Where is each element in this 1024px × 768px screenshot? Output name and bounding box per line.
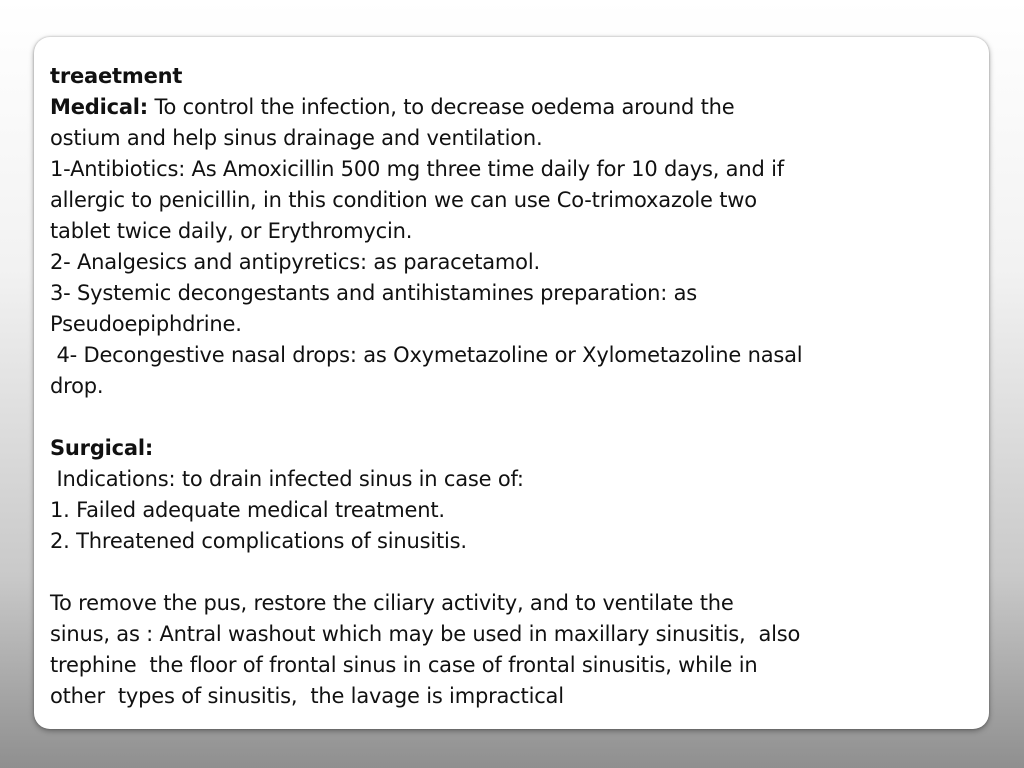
antibiotics-line-2: allergic to penicillin, in this condition we can use Co-trimoxazole two (50, 188, 757, 212)
heading: treaetment (50, 64, 183, 88)
indications-line: Indications: to drain infected sinus in case of: (50, 467, 524, 491)
nasal-drops-line-1: 4- Decongestive nasal drops: as Oxymetazoline or Xylometazoline nasal (50, 343, 803, 367)
decongestants-line-2: Pseudoepiphdrine. (50, 312, 242, 336)
analgesics-line: 2- Analgesics and antipyretics: as paracetamol. (50, 250, 540, 274)
surgical-item-2: 2. Threatened complications of sinusitis. (50, 529, 467, 553)
heading-line (50, 61, 950, 92)
surgical-heading-line (50, 433, 950, 464)
slide-card (34, 37, 989, 729)
medical-intro-line-1 (50, 92, 950, 123)
antibiotics-line-1: 1-Antibiotics: As Amoxicillin 500 mg three time daily for 10 days, and if (50, 157, 784, 181)
spacer (50, 402, 950, 433)
decongestants-line-1: 3- Systemic decongestants and antihistamines preparation: as (50, 281, 698, 305)
purpose-line-1: To remove the pus, restore the ciliary activity, and to ventilate the (50, 591, 734, 615)
medical-label: Medical: (50, 95, 148, 119)
purpose-line-3: trephine the floor of frontal sinus in case of frontal sinusitis, while in (50, 653, 758, 677)
purpose-line-2: sinus, as : Antral washout which may be used in maxillary sinusitis, also (50, 622, 801, 646)
antibiotics-line-3: tablet twice daily, or Erythromycin. (50, 219, 413, 243)
nasal-drops-line-2: drop. (50, 374, 104, 398)
slide-content (50, 61, 950, 712)
medical-intro-line-2: ostium and help sinus drainage and ventilation. (50, 126, 543, 150)
surgical-item-1: 1. Failed adequate medical treatment. (50, 498, 445, 522)
purpose-line-4: other types of sinusitis, the lavage is impractical (50, 684, 564, 708)
spacer (50, 557, 950, 588)
surgical-label: Surgical: (50, 436, 154, 460)
medical-intro-text: To control the infection, to decrease oedema around the (148, 95, 735, 119)
